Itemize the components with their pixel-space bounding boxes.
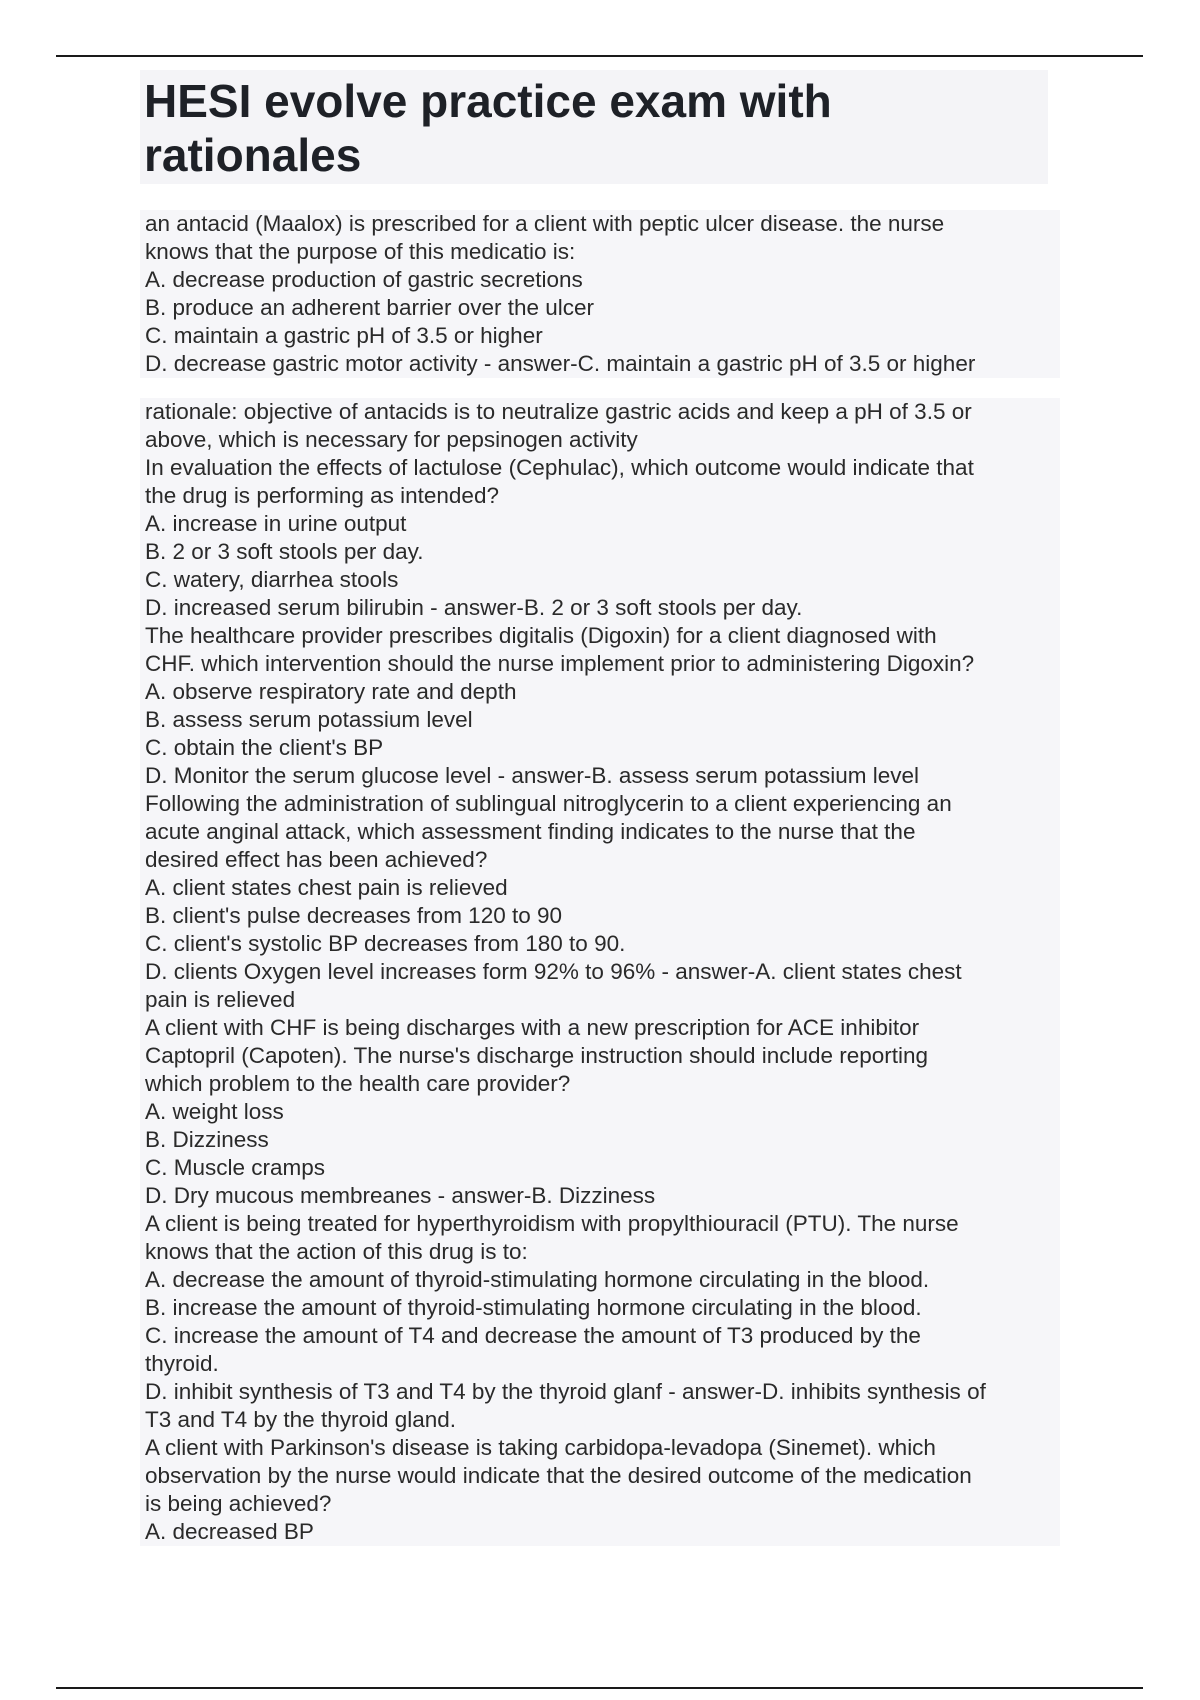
top-divider: [56, 55, 1143, 57]
text-line: C. obtain the client's BP: [140, 734, 1060, 762]
text-line: D. clients Oxygen level increases form 92% to 96% - answer-A. client states chest: [140, 958, 1060, 986]
text-line: B. Dizziness: [140, 1126, 1060, 1154]
text-line: the drug is performing as intended?: [140, 482, 1060, 510]
text-line: observation by the nurse would indicate that the desired outcome of the medication: [140, 1462, 1060, 1490]
text-line: Captopril (Capoten). The nurse's discharge instruction should include reporting: [140, 1042, 1060, 1070]
text-line: D. Dry mucous membreanes - answer-B. Dizziness: [140, 1182, 1060, 1210]
text-line: acute anginal attack, which assessment finding indicates to the nurse that the: [140, 818, 1060, 846]
text-line: B. assess serum potassium level: [140, 706, 1060, 734]
document-title: [144, 74, 1044, 182]
text-line: D. increased serum bilirubin - answer-B. 2 or 3 soft stools per day.: [140, 594, 1060, 622]
bottom-divider: [56, 1687, 1143, 1689]
text-line: above, which is necessary for pepsinogen activity: [140, 426, 1060, 454]
text-line: T3 and T4 by the thyroid gland.: [140, 1406, 1060, 1434]
text-line: A. weight loss: [140, 1098, 1060, 1126]
text-line: knows that the action of this drug is to:: [140, 1238, 1060, 1266]
text-line: A. client states chest pain is relieved: [140, 874, 1060, 902]
text-line: C. Muscle cramps: [140, 1154, 1060, 1182]
title-line-2: rationales: [144, 129, 362, 181]
text-line: A. decrease production of gastric secretions: [140, 266, 1060, 294]
text-line: A client with Parkinson's disease is taking carbidopa-levadopa (Sinemet). which: [140, 1434, 1060, 1462]
text-line: Following the administration of sublingual nitroglycerin to a client experiencing an: [140, 790, 1060, 818]
document-body: [140, 210, 1060, 1546]
text-line: In evaluation the effects of lactulose (Cephulac), which outcome would indicate that: [140, 454, 1060, 482]
text-line: thyroid.: [140, 1350, 1060, 1378]
text-line: A client is being treated for hyperthyroidism with propylthiouracil (PTU). The nurse: [140, 1210, 1060, 1238]
text-line: which problem to the health care provider?: [140, 1070, 1060, 1098]
text-line: A. decrease the amount of thyroid-stimulating hormone circulating in the blood.: [140, 1266, 1060, 1294]
text-line: C. watery, diarrhea stools: [140, 566, 1060, 594]
text-line: B. 2 or 3 soft stools per day.: [140, 538, 1060, 566]
text-line: A client with CHF is being discharges with a new prescription for ACE inhibitor: [140, 1014, 1060, 1042]
title-line-1: HESI evolve practice exam with: [144, 75, 832, 127]
text-line: C. client's systolic BP decreases from 180 to 90.: [140, 930, 1060, 958]
text-line: The healthcare provider prescribes digitalis (Digoxin) for a client diagnosed with: [140, 622, 1060, 650]
text-line: an antacid (Maalox) is prescribed for a client with peptic ulcer disease. the nurse: [140, 210, 1060, 238]
text-line: pain is relieved: [140, 986, 1060, 1014]
text-line: CHF. which intervention should the nurse implement prior to administering Digoxin?: [140, 650, 1060, 678]
paragraph-gap: [140, 378, 1060, 398]
text-line: D. inhibit synthesis of T3 and T4 by the thyroid glanf - answer-D. inhibits synthesis of: [140, 1378, 1060, 1406]
text-line: D. decrease gastric motor activity - answer-C. maintain a gastric pH of 3.5 or higher: [140, 350, 1060, 378]
text-line: C. increase the amount of T4 and decrease the amount of T3 produced by the: [140, 1322, 1060, 1350]
text-line: B. client's pulse decreases from 120 to 90: [140, 902, 1060, 930]
text-line: rationale: objective of antacids is to neutralize gastric acids and keep a pH of 3.5 or: [140, 398, 1060, 426]
text-line: B. increase the amount of thyroid-stimulating hormone circulating in the blood.: [140, 1294, 1060, 1322]
text-line: D. Monitor the serum glucose level - answer-B. assess serum potassium level: [140, 762, 1060, 790]
text-line: desired effect has been achieved?: [140, 846, 1060, 874]
text-line: A. observe respiratory rate and depth: [140, 678, 1060, 706]
text-line: B. produce an adherent barrier over the ulcer: [140, 294, 1060, 322]
text-line: C. maintain a gastric pH of 3.5 or higher: [140, 322, 1060, 350]
text-line: A. decreased BP: [140, 1518, 1060, 1546]
text-line: A. increase in urine output: [140, 510, 1060, 538]
text-line: is being achieved?: [140, 1490, 1060, 1518]
text-line: knows that the purpose of this medicatio is:: [140, 238, 1060, 266]
title-block: [140, 70, 1048, 184]
